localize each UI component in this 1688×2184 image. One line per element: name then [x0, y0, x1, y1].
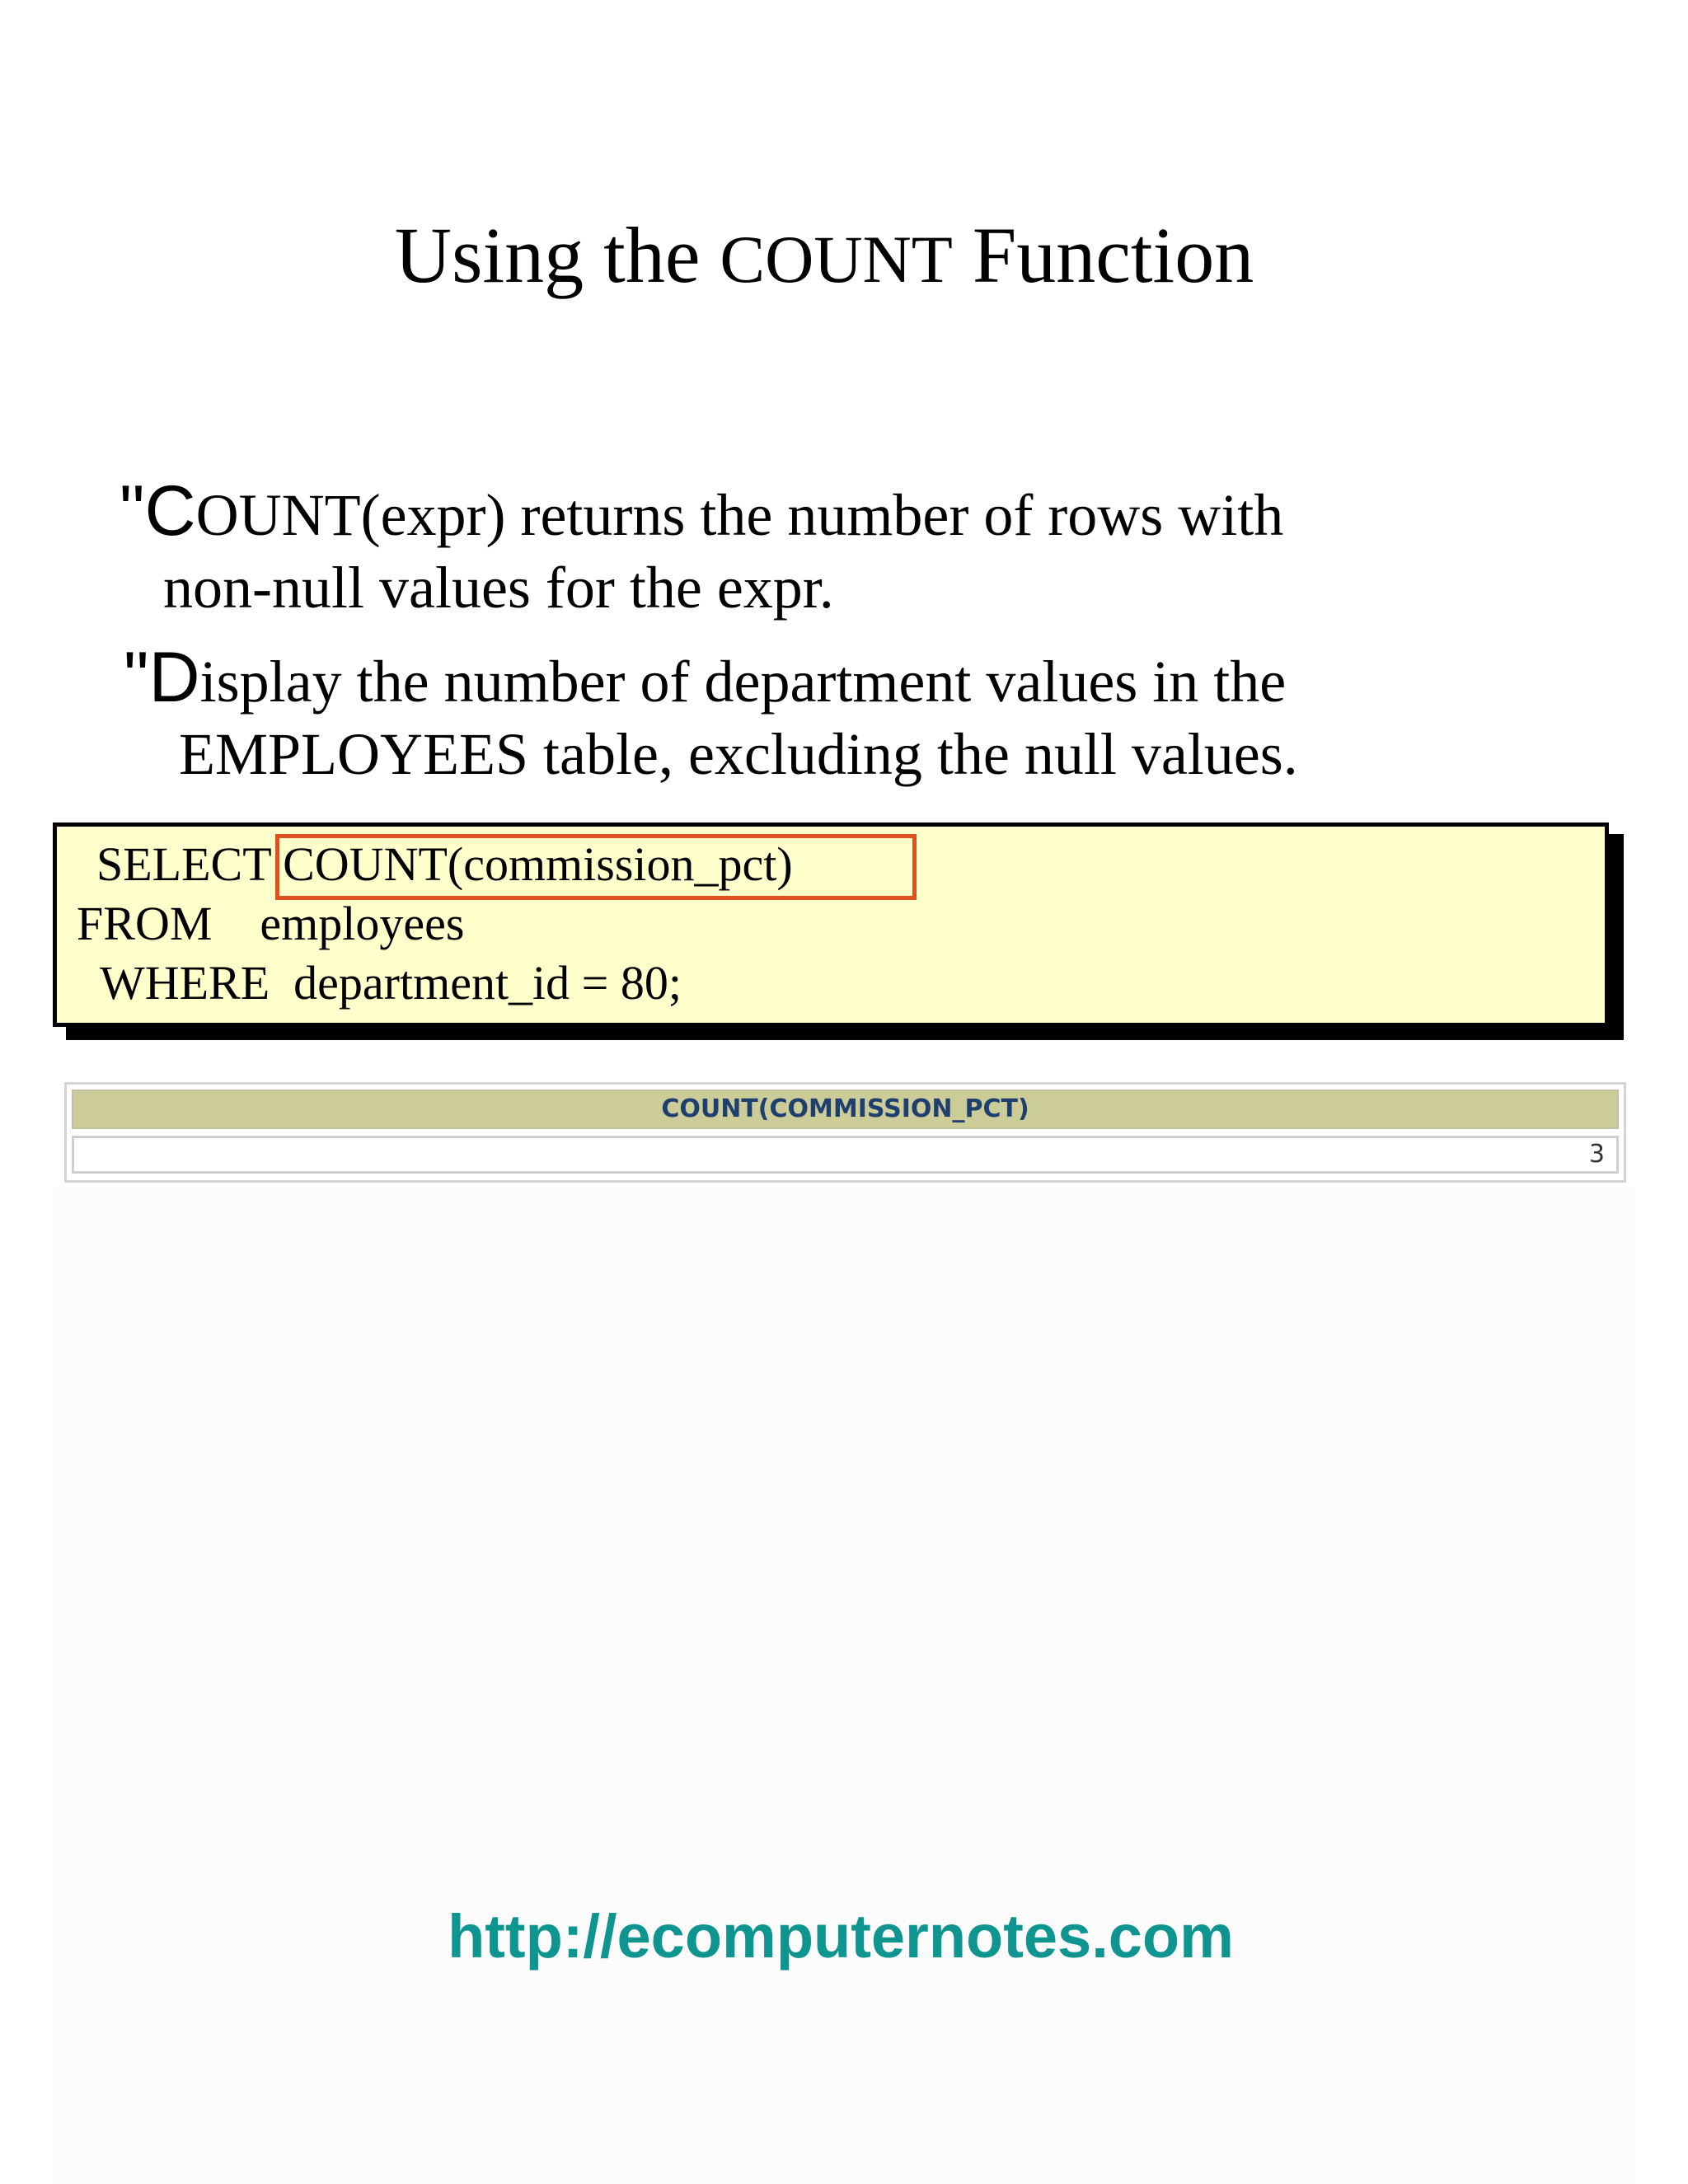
- bullet-count-definition: [120, 471, 1284, 624]
- page-title: [0, 202, 1648, 313]
- bullet-line-2: non-null values for the expr.: [163, 555, 834, 621]
- count-expression-highlight: [275, 834, 917, 900]
- bullet-line-2: EMPLOYEES table, excluding the null values.: [179, 721, 1298, 787]
- bullet-display-instruction: [124, 638, 1298, 790]
- sql-from-line: FROM employees: [77, 897, 465, 950]
- bullet-mark: ": [124, 638, 149, 717]
- page-background: [53, 1187, 1635, 2184]
- bullet-mark: ": [120, 471, 145, 551]
- title-part-2: Function: [952, 211, 1254, 299]
- footer-website-link[interactable]: http://ecomputernotes.com: [448, 1902, 1234, 1971]
- query-result-table: [64, 1082, 1626, 1183]
- bullet-line-1: isplay the number of department values in the: [199, 649, 1287, 715]
- bullet-line-1: OUNT(expr) returns the number of rows with: [195, 482, 1284, 548]
- bullet-first-letter: D: [148, 638, 200, 717]
- title-keyword: COUNT: [720, 222, 953, 297]
- result-column-header: COUNT(COMMISSION_PCT): [72, 1090, 1619, 1129]
- sql-select-keyword: SELECT: [96, 837, 284, 891]
- result-value-cell: 3: [72, 1136, 1619, 1174]
- title-part-1: Using the: [394, 211, 720, 299]
- sql-where-line: WHERE department_id = 80;: [100, 956, 682, 1010]
- sql-count-expression: COUNT(commission_pct): [283, 837, 793, 891]
- bullet-first-letter: C: [144, 471, 196, 551]
